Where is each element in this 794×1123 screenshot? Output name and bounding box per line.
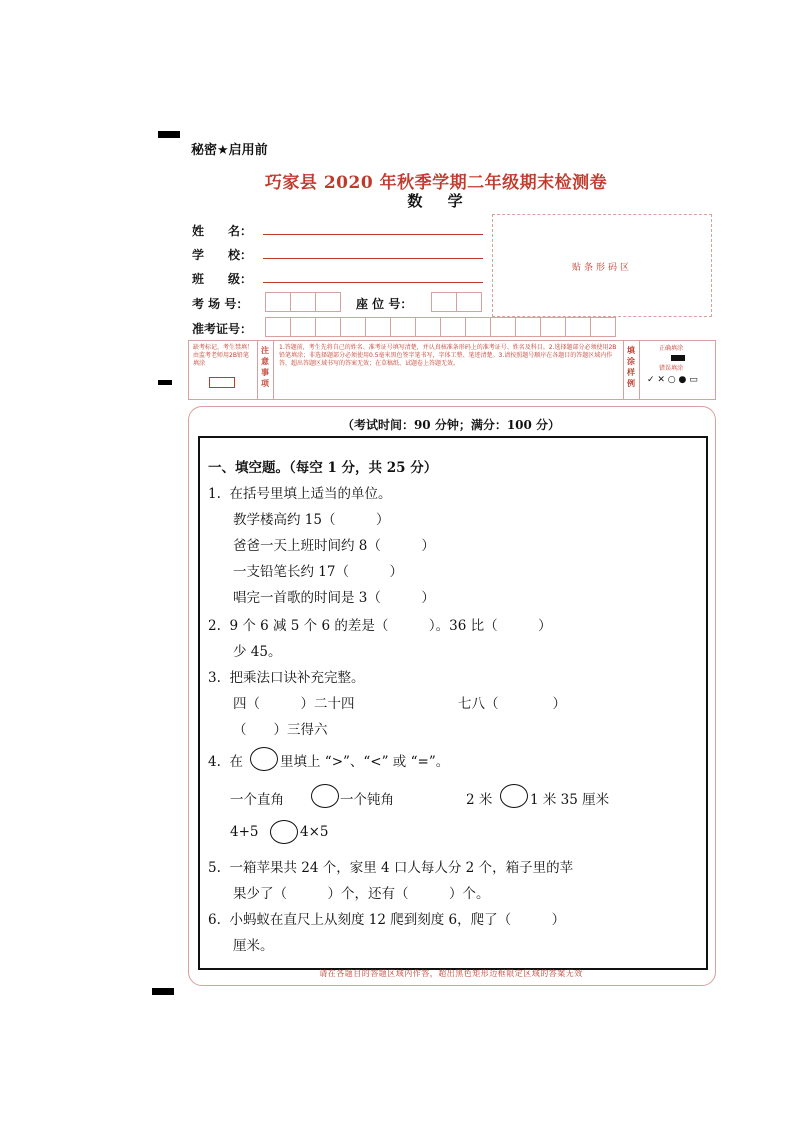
confidential-label: 秘密★启用前 <box>191 143 268 158</box>
question-2-line1[interactable]: 2. 9 个 6 减 5 个 6 的差是（ ）。36 比（ ） <box>208 618 552 634</box>
seat-boxes[interactable] <box>432 292 482 312</box>
registration-mark-middle <box>158 380 172 385</box>
notice-title-cell <box>257 341 274 399</box>
question-4a-left: 一个直角 <box>230 792 284 808</box>
question-5-line2[interactable]: 果少了（ ）个，还有（ ）个。 <box>233 886 490 902</box>
question-4b-right: 1 米 35 厘米 <box>530 792 610 808</box>
compare-circle-4b[interactable] <box>500 784 528 808</box>
notice-title: 注意事项 <box>261 346 269 388</box>
question-1d[interactable]: 唱完一首歌的时间是 3（ ） <box>233 590 435 606</box>
digit-box[interactable] <box>465 317 491 337</box>
digit-box[interactable] <box>431 292 457 312</box>
digit-box[interactable] <box>390 317 416 337</box>
compare-circle-4c[interactable] <box>270 820 298 844</box>
notice-body-cell <box>273 341 624 399</box>
compare-circle-4a[interactable] <box>311 784 339 808</box>
section1-heading: 一、填空题。（每空 1 分，共 25 分） <box>208 460 438 476</box>
digit-box[interactable] <box>265 292 291 312</box>
digit-box[interactable] <box>315 292 341 312</box>
digit-box[interactable] <box>440 317 466 337</box>
question-3a[interactable]: 四（ ）二十四 <box>233 696 355 712</box>
question-1: 1. 在括号里填上适当的单位。 <box>208 486 392 502</box>
correct-fill-sample <box>671 355 685 361</box>
fill-sample-title: 填涂样例 <box>627 346 635 388</box>
digit-box[interactable] <box>265 317 291 337</box>
digit-box[interactable] <box>490 317 516 337</box>
question-3: 3. 把乘法口诀补充完整。 <box>208 670 365 686</box>
question-6-line2: 厘米。 <box>233 938 274 954</box>
question-2-line2: 少 45。 <box>233 644 282 660</box>
absent-mark-text: 缺考标记，考生禁填！由监考老师用2B铅笔填涂 <box>193 344 254 367</box>
question-4c-right: 4×5 <box>300 824 329 840</box>
barcode-label: 贴条形码区 <box>571 263 632 273</box>
exam-room-boxes[interactable] <box>266 292 341 312</box>
notice-strip <box>188 340 716 400</box>
absent-mark-box[interactable] <box>209 377 235 388</box>
digit-box[interactable] <box>590 317 616 337</box>
fill-sample-title-cell <box>623 341 640 399</box>
notice-body: 1.答题前，考生先将自己的姓名、准考证号填写清楚，并认真核准条形码上的准考证号、姓名及科目。2.选择题部分必须使用2B铅笔填涂；非选择题部分必须使用0.5毫米黑色签字笔书写，字体工整、笔迹清楚。3.请按照题号顺序在各题目的答题区域内作答，超出答题区域书写的答案无效；在草稿纸、试题卷上答题无效。 <box>279 344 617 367</box>
question-4-prefix: 4. 在 <box>208 754 243 770</box>
school-label: 学 校： <box>192 248 253 262</box>
answer-area-warning: 请在各题目的答题区域内作答，超出黑色矩形边框限定区域的答案无效 <box>319 969 583 978</box>
question-6-line1[interactable]: 6. 小蚂蚁在直尺上从刻度 12 爬到刻度 6，爬了（ ） <box>208 912 566 928</box>
compare-circle-example <box>250 747 278 771</box>
question-4b-left: 2 米 <box>466 792 493 808</box>
school-field[interactable] <box>263 246 483 259</box>
question-1b[interactable]: 爸爸一天上班时间约 8（ ） <box>233 538 435 554</box>
question-box <box>198 436 708 970</box>
question-4a-right: 一个钝角 <box>340 792 394 808</box>
digit-box[interactable] <box>515 317 541 337</box>
question-1a[interactable]: 教学楼高约 15（ ） <box>233 512 390 528</box>
digit-box[interactable] <box>290 317 316 337</box>
name-field[interactable] <box>263 222 483 235</box>
digit-box[interactable] <box>540 317 566 337</box>
question-3c[interactable]: （ ）三得六 <box>233 722 328 738</box>
barcode-area <box>492 214 712 317</box>
ticket-id-label: 准考证号： <box>192 322 253 336</box>
ticket-id-boxes[interactable] <box>266 317 616 337</box>
digit-box[interactable] <box>315 317 341 337</box>
digit-box[interactable] <box>290 292 316 312</box>
registration-mark-bottom <box>152 988 174 995</box>
exam-time-info: （考试时间：90 分钟；满分：100 分） <box>341 418 561 432</box>
fill-sample-cell <box>639 341 715 399</box>
digit-box[interactable] <box>365 317 391 337</box>
name-label: 姓 名： <box>192 224 253 238</box>
digit-box[interactable] <box>340 317 366 337</box>
question-5-line1: 5. 一箱苹果共 24 个，家里 4 口人每人分 2 个，箱子里的苹 <box>208 860 574 876</box>
wrong-fill-label: 错误填涂 <box>659 365 684 372</box>
exam-room-label: 考 场 号： <box>192 297 249 311</box>
absent-mark-cell <box>189 341 258 399</box>
question-4-suffix: 里填上 “>”、“<” 或 “=”。 <box>280 754 450 770</box>
correct-fill-label: 正确填涂 <box>659 345 684 352</box>
question-4c-left: 4+5 <box>230 824 259 840</box>
registration-mark-top <box>158 131 180 138</box>
wrong-fill-samples: ✓ ✕ ○ ● ▭ <box>647 375 698 385</box>
subject-title: 数 学 <box>407 192 473 210</box>
digit-box[interactable] <box>456 292 482 312</box>
seat-label: 座 位 号： <box>356 297 413 311</box>
question-3b[interactable]: 七八（ ） <box>458 696 566 712</box>
question-1c[interactable]: 一支铅笔长约 17（ ） <box>233 564 403 580</box>
class-label: 班 级： <box>192 272 253 286</box>
digit-box[interactable] <box>415 317 441 337</box>
digit-box[interactable] <box>565 317 591 337</box>
exam-title: 巧家县 2020 年秋季学期二年级期末检测卷 <box>264 173 608 193</box>
class-field[interactable] <box>263 270 483 283</box>
